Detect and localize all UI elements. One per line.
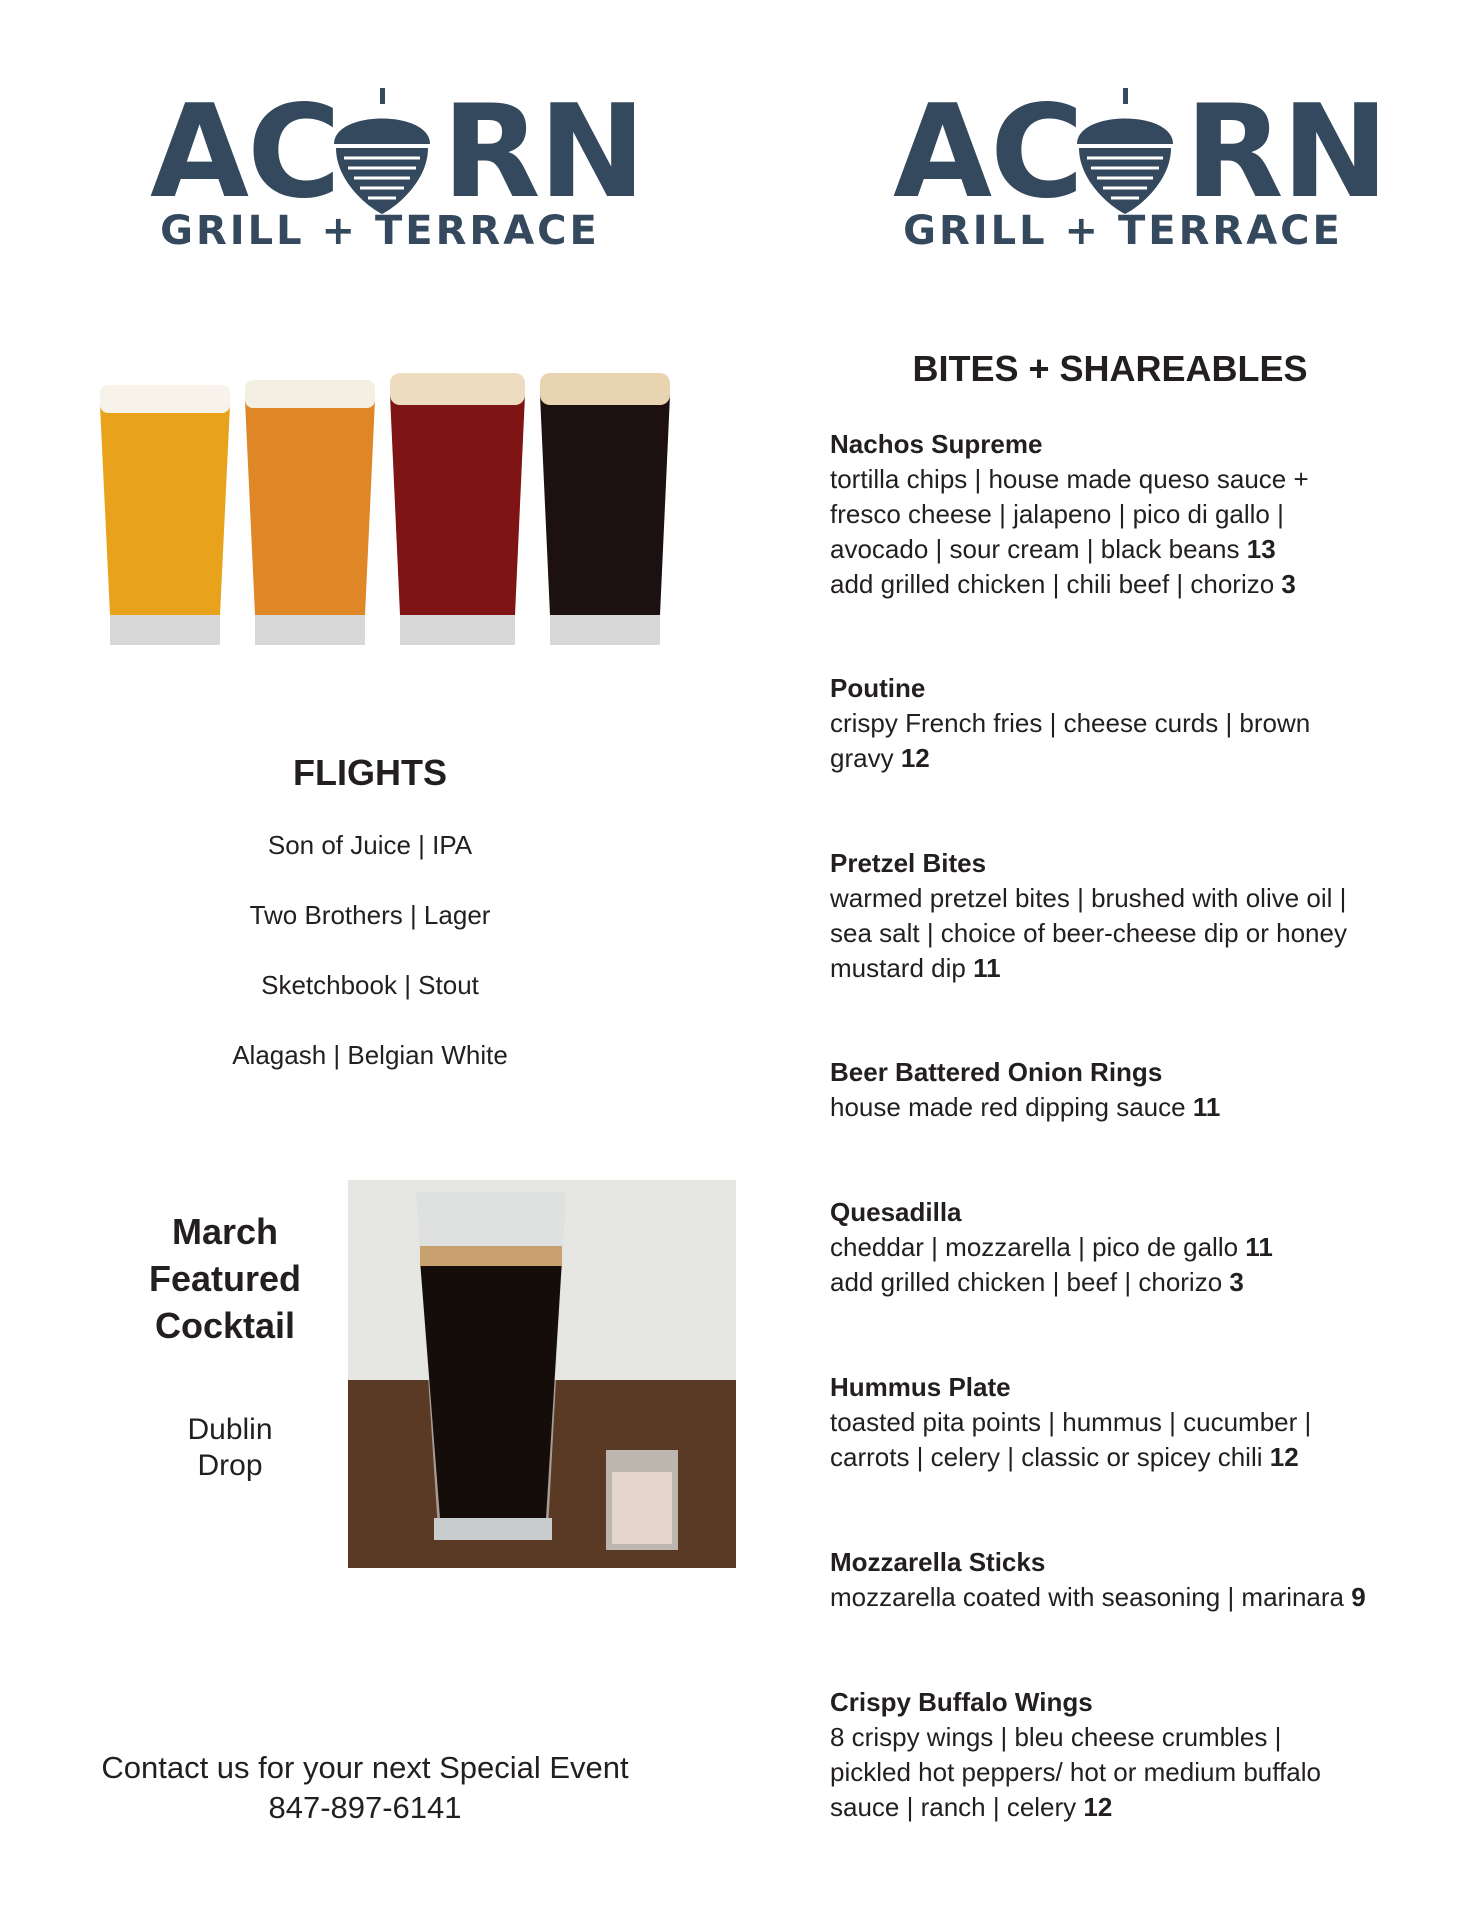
- item-name: Beer Battered Onion Rings: [830, 1057, 1163, 1087]
- item-price: 12: [900, 743, 930, 773]
- menu-title: BITES + SHAREABLES: [912, 348, 1308, 389]
- item-line: house made red dipping sauce 11: [830, 1092, 1221, 1122]
- logo-tagline: GRILL + TERRACE: [903, 208, 1343, 254]
- item-price: 13: [1246, 534, 1276, 564]
- heading-line: Featured: [148, 1258, 302, 1299]
- item-line: avocado | sour cream | black beans 13: [830, 534, 1276, 564]
- phone-number[interactable]: 847-897-6141: [268, 1790, 462, 1825]
- acorn-icon: [326, 88, 438, 218]
- item-name: Nachos Supreme: [830, 429, 1043, 459]
- menu-item-onion-rings: [830, 1055, 1430, 1125]
- name-line: Dublin: [187, 1413, 273, 1446]
- logo-left: [150, 78, 644, 288]
- item-line: mustard dip 11: [830, 953, 1001, 983]
- item-line: mozzarella coated with seasoning | marinara 9: [830, 1582, 1366, 1612]
- contact-block: [70, 1748, 660, 1828]
- item-line: add grilled chicken | chili beef | chorizo 3: [830, 569, 1296, 599]
- menu-item-hummus-plate: [830, 1370, 1430, 1475]
- item-name: Hummus Plate: [830, 1372, 1011, 1402]
- menu-item-nachos: [830, 427, 1430, 602]
- menu-item-poutine: [830, 671, 1430, 776]
- item-line: sauce | ranch | celery 12: [830, 1792, 1113, 1822]
- logo-letters-ac: AC: [150, 78, 339, 227]
- logo-right: [893, 78, 1387, 288]
- item-name: Quesadilla: [830, 1197, 962, 1227]
- logo-letters-ac: AC: [893, 78, 1082, 227]
- item-line: sea salt | choice of beer-cheese dip or honey: [830, 918, 1347, 948]
- item-line: pickled hot peppers/ hot or medium buffalo: [830, 1757, 1321, 1787]
- item-line: cheddar | mozzarella | pico de gallo 11: [830, 1232, 1273, 1262]
- flight-item: Two Brothers | Lager: [249, 900, 491, 930]
- menu-item-mozzarella-sticks: [830, 1545, 1430, 1615]
- item-name: Poutine: [830, 673, 926, 703]
- logo-wordmark: [150, 78, 644, 227]
- item-line: fresco cheese | jalapeno | pico di gallo |: [830, 499, 1284, 529]
- item-name: Mozzarella Sticks: [830, 1547, 1046, 1577]
- cocktail-photo: [348, 1180, 736, 1568]
- acorn-icon: [1069, 88, 1181, 218]
- featured-cocktail-name: [140, 1412, 320, 1484]
- item-line: gravy 12: [830, 743, 930, 773]
- logo-letters-rn: RN: [1185, 78, 1387, 227]
- item-price: 9: [1351, 1582, 1366, 1612]
- item-price: 11: [1192, 1092, 1221, 1122]
- heading-line: March: [171, 1211, 279, 1252]
- item-line: toasted pita points | hummus | cucumber |: [830, 1407, 1312, 1437]
- item-price: 12: [1083, 1792, 1113, 1822]
- item-line: carrots | celery | classic or spicey chili 12: [830, 1442, 1299, 1472]
- menu-item-quesadilla: [830, 1195, 1430, 1300]
- logo-wordmark: [893, 78, 1387, 227]
- flight-item: Son of Juice | IPA: [267, 830, 473, 860]
- contact-text: Contact us for your next Special Event: [101, 1750, 629, 1785]
- logo-letters-rn: RN: [442, 78, 644, 227]
- logo-tagline: GRILL + TERRACE: [160, 208, 600, 254]
- flight-item: Alagash | Belgian White: [232, 1040, 508, 1070]
- item-price: 3: [1229, 1267, 1244, 1297]
- featured-cocktail-heading: [110, 1208, 340, 1349]
- menu-item-pretzel-bites: [830, 846, 1430, 986]
- item-line: crispy French fries | cheese curds | brown: [830, 708, 1311, 738]
- item-price: 11: [1245, 1232, 1273, 1262]
- item-line: 8 crispy wings | bleu cheese crumbles |: [830, 1722, 1282, 1752]
- name-line: Drop: [197, 1449, 263, 1482]
- item-name: Crispy Buffalo Wings: [830, 1687, 1093, 1717]
- heading-line: Cocktail: [154, 1305, 296, 1346]
- item-price: 12: [1269, 1442, 1299, 1472]
- item-name: Pretzel Bites: [830, 848, 987, 878]
- item-line: warmed pretzel bites | brushed with olive oil |: [830, 883, 1347, 913]
- item-price: 3: [1281, 569, 1296, 599]
- beer-flight-image: [95, 365, 675, 665]
- flights-title: FLIGHTS: [293, 752, 447, 793]
- flight-item: Sketchbook | Stout: [261, 970, 479, 1000]
- item-price: 11: [973, 953, 1001, 983]
- item-line: add grilled chicken | beef | chorizo 3: [830, 1267, 1244, 1297]
- item-line: tortilla chips | house made queso sauce +: [830, 464, 1309, 494]
- menu-item-buffalo-wings: [830, 1685, 1430, 1825]
